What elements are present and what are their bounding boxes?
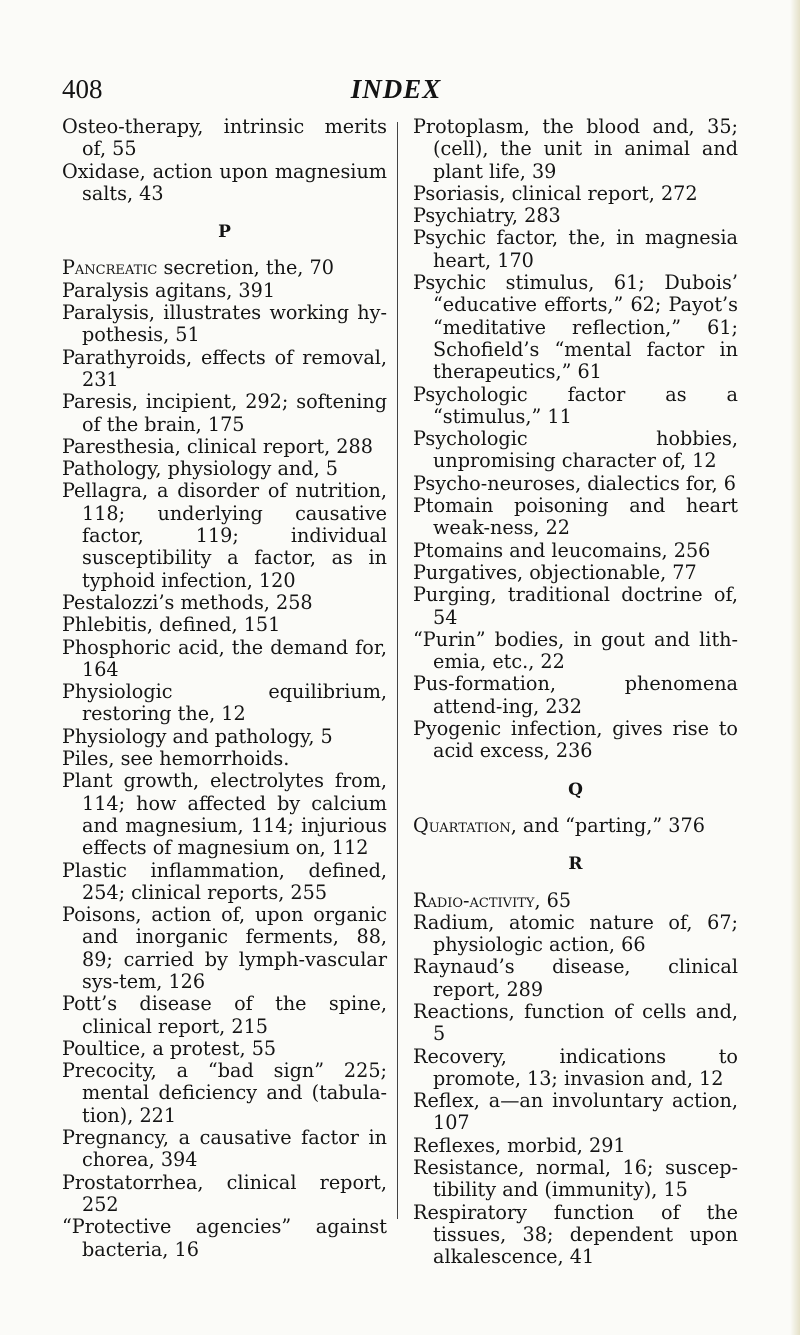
index-entry: Piles, see hemorrhoids. xyxy=(62,747,290,771)
index-entry: Psychiatry, 283 xyxy=(413,204,561,228)
index-entry: Phlebitis, defined, 151 xyxy=(62,613,281,637)
index-entry: Psycho-neuroses, dialectics for, 6 xyxy=(413,471,737,495)
index-entry: Osteo-therapy, intrinsic merits of, 55 xyxy=(62,115,387,161)
index-entry: Oxidase, action upon magnesium salts, 43 xyxy=(62,159,387,205)
index-entry: Pregnancy, a causative factor in chorea, 394 xyxy=(62,1126,387,1172)
index-entry: Psychic stimulus, 61; Dubois’ “educative efforts,” 62; Payot’s “meditative reflection,” 61; Schofield’s “mental factor in therapeutics,” 61 xyxy=(413,271,738,384)
entry-text: secretion, the, 70 xyxy=(157,256,334,280)
index-entry: Precocity, a “bad sign” 225; mental deficiency and (tabula-tion), 221 xyxy=(62,1059,387,1127)
index-entry: “Purin” bodies, in gout and lith-emia, etc., 22 xyxy=(413,627,738,674)
index-entry: Plastic inflammation, defined, 254; clinical reports, 255 xyxy=(62,858,387,904)
index-entry: Reflex, a—an involuntary action, 107 xyxy=(413,1089,738,1135)
index-entry: Physiology and pathology, 5 xyxy=(62,724,333,748)
index-entry: Pyogenic infection, gives rise to acid excess, 236 xyxy=(413,717,738,763)
index-entry xyxy=(413,815,738,837)
index-entry: Pellagra, a disorder of nutrition, 118; underlying causative factor, 119; individual susceptibility a factor, as in typhoid infection, 120 xyxy=(62,479,387,592)
index-column-right xyxy=(413,116,738,1269)
index-entry: Psoriasis, clinical report, 272 xyxy=(413,181,698,205)
section-letter: R xyxy=(568,854,583,875)
index-entry: Ptomain poisoning and heart weak-ness, 22 xyxy=(413,494,738,540)
entry-lead: Quartation xyxy=(413,813,511,837)
index-entry xyxy=(62,257,387,279)
index-entry: “Protective agencies” against bacteria, 16 xyxy=(62,1215,387,1261)
index-entry: Respiratory function of the tissues, 38; dependent upon alkalescence, 41 xyxy=(413,1200,738,1269)
index-entry: Pott’s disease of the spine, clinical report, 215 xyxy=(62,992,387,1038)
index-entry: Reflexes, morbid, 291 xyxy=(413,1133,626,1157)
index-entry: Pus-formation, phenomena attend-ing, 232 xyxy=(413,672,738,718)
index-entry: Plant growth, electrolytes from, 114; how affected by calcium and magnesium, 114; injurious effects of magnesium on, 112 xyxy=(62,769,387,860)
index-entry: Purging, traditional doctrine of, 54 xyxy=(413,583,738,629)
entry-text: , 65 xyxy=(534,888,572,912)
index-entry: Ptomains and leucomains, 256 xyxy=(413,538,711,562)
index-entry: Paresthesia, clinical report, 288 xyxy=(62,434,373,458)
page-header xyxy=(62,74,730,114)
running-title: INDEX xyxy=(350,74,442,104)
index-entry: Paresis, incipient, 292; softening of the brain, 175 xyxy=(62,390,387,436)
page-number: 408 xyxy=(62,74,103,104)
entry-text: , and “parting,” 376 xyxy=(510,813,705,837)
index-entry xyxy=(413,890,738,912)
index-entry: Pathology, physiology and, 5 xyxy=(62,457,338,481)
index-entry: Physiologic equilibrium, restoring the, 12 xyxy=(62,680,387,726)
index-entry: Psychologic hobbies, unpromising character of, 12 xyxy=(413,427,738,473)
section-letter: Q xyxy=(568,779,583,800)
index-entry: Psychologic factor as a “stimulus,” 11 xyxy=(413,382,738,428)
section-letter: P xyxy=(218,222,231,243)
index-entry: Phosphoric acid, the demand for, 164 xyxy=(62,635,387,681)
index-entry: Poultice, a protest, 55 xyxy=(62,1036,277,1060)
entry-lead: Pancreatic xyxy=(62,256,158,280)
index-entry: Parathyroids, effects of removal, 231 xyxy=(62,345,387,391)
page-edge xyxy=(790,0,800,1335)
index-entry: Paralysis, illustrates working hy-pothesis, 51 xyxy=(62,301,387,347)
index-entry: Pestalozzi’s methods, 258 xyxy=(62,590,313,614)
index-entry: Purgatives, objectionable, 77 xyxy=(413,560,697,584)
column-divider xyxy=(397,122,398,1219)
entry-lead: Radio-activity xyxy=(413,888,535,912)
index-entry: Raynaud’s disease, clinical report, 289 xyxy=(413,955,738,1001)
index-entry: Protoplasm, the blood and, 35; (cell), the unit in animal and plant life, 39 xyxy=(413,115,738,183)
index-entry: Recovery, indications to promote, 13; invasion and, 12 xyxy=(413,1044,738,1090)
index-entry: Prostatorrhea, clinical report, 252 xyxy=(62,1170,387,1216)
index-entry: Paralysis agitans, 391 xyxy=(62,278,276,302)
index-entry: Reactions, function of cells and, 5 xyxy=(413,999,738,1046)
index-column-left xyxy=(62,116,387,1261)
index-entry: Psychic factor, the, in magnesia heart, 170 xyxy=(413,226,738,272)
index-entry: Poisons, action of, upon organic and inorganic ferments, 88, 89; carried by lymph-vascular sys-tem, 126 xyxy=(62,903,387,993)
index-entry: Radium, atomic nature of, 67; physiologic action, 66 xyxy=(413,910,738,957)
index-entry: Resistance, normal, 16; suscep-tibility and (immunity), 15 xyxy=(413,1156,738,1202)
